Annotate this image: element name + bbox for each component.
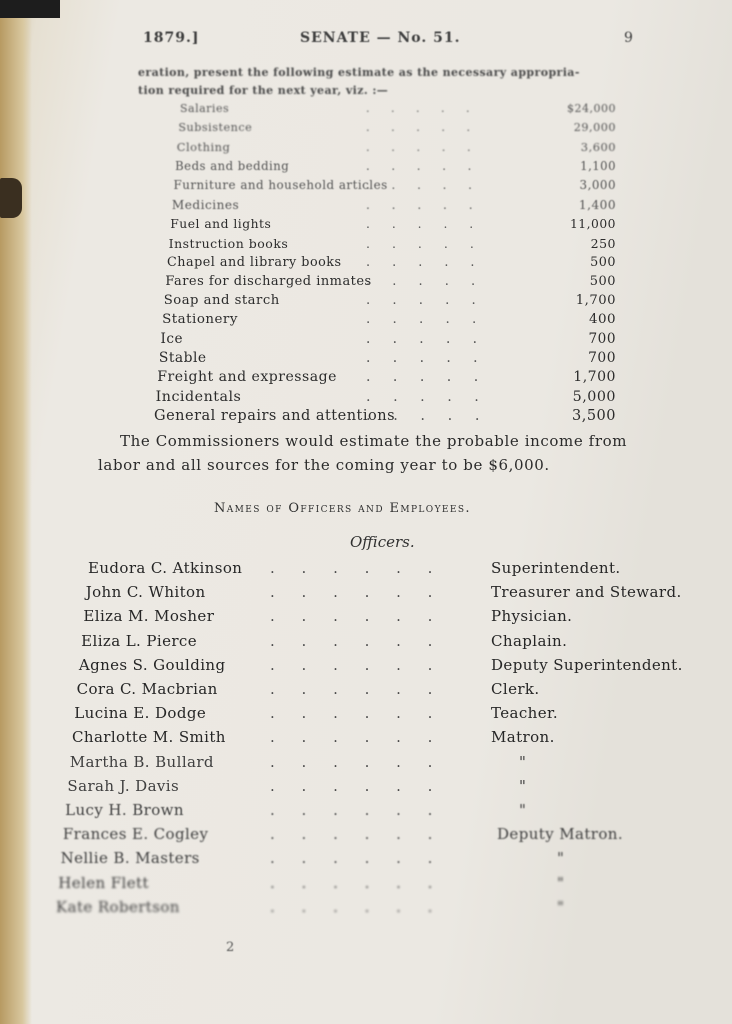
officer-name: John C. Whiton xyxy=(85,583,206,602)
leader-dots: . . . . . xyxy=(366,350,487,367)
header-title: SENATE — No. 51. xyxy=(300,30,461,46)
officer-role: Matron. xyxy=(491,728,555,747)
estimate-amount: 1,100 xyxy=(580,159,616,174)
leader-dots: . . . . . . xyxy=(270,631,444,650)
officer-row xyxy=(0,680,720,700)
estimate-amount: 500 xyxy=(590,254,616,270)
officer-row xyxy=(0,753,720,773)
officer-row xyxy=(0,559,720,579)
section-title: Names of Officers and Employees. xyxy=(214,501,471,516)
estimate-row xyxy=(154,408,616,426)
estimate-row xyxy=(180,102,616,120)
leader-dots: . . . . . xyxy=(366,312,486,328)
estimate-row xyxy=(178,121,616,139)
estimate-row xyxy=(162,312,616,330)
leader-dots: . . . . . xyxy=(366,273,485,289)
officer-row xyxy=(0,728,720,748)
estimate-amount: 11,000 xyxy=(569,216,616,231)
leader-dots: . . . . . . xyxy=(270,752,444,771)
leader-dots: . . . . . xyxy=(366,331,486,348)
officer-name: Kate Robertson xyxy=(56,897,180,916)
intro-line-1: eration, present the following estimate as the necessary appropria- xyxy=(138,66,580,79)
estimate-row xyxy=(169,236,616,254)
estimate-label: Medicines xyxy=(171,197,240,212)
officer-name: Cora C. Macbrian xyxy=(76,680,218,698)
officer-role: Chaplain. xyxy=(491,631,568,650)
officer-name: Eudora C. Atkinson xyxy=(88,559,243,577)
officer-name: Agnes S. Goulding xyxy=(78,655,226,674)
estimate-label: Soap and starch xyxy=(163,293,280,308)
officer-name: Eliza M. Mosher xyxy=(83,607,215,626)
leader-dots: . . . . . . xyxy=(270,849,444,868)
estimate-label: Ice xyxy=(160,331,184,348)
estimate-row xyxy=(170,217,616,235)
officer-name: Helen Flett xyxy=(58,873,149,892)
officer-row xyxy=(0,825,720,845)
estimate-row xyxy=(175,159,616,177)
header-year: 1879.] xyxy=(143,30,200,46)
estimate-label: Stable xyxy=(158,350,207,367)
estimate-label: Salaries xyxy=(180,102,230,115)
leader-dots: . . . . . xyxy=(366,178,481,193)
binding-clip xyxy=(0,178,22,218)
estimate-label: Stationery xyxy=(162,312,238,328)
officer-role: " xyxy=(557,873,565,892)
estimate-amount: 250 xyxy=(590,235,616,251)
book-spine xyxy=(0,0,32,1024)
estimate-row xyxy=(172,198,616,216)
estimate-row xyxy=(174,178,617,196)
estimate-label: Incidentals xyxy=(155,388,242,405)
leader-dots: . . . . . . xyxy=(270,583,444,602)
officer-row xyxy=(0,898,720,918)
estimate-amount: 29,000 xyxy=(573,121,616,135)
estimate-amount: 700 xyxy=(588,331,616,348)
officer-role: Deputy Matron. xyxy=(497,825,623,844)
officer-role: Clerk. xyxy=(491,680,540,698)
leader-dots: . . . . . xyxy=(366,121,480,135)
estimate-amount: 500 xyxy=(589,273,616,289)
officer-role: Treasurer and Steward. xyxy=(491,583,682,602)
leader-dots: . . . . . . xyxy=(270,704,444,723)
subsection-title: Officers. xyxy=(350,533,415,551)
estimate-row xyxy=(177,140,616,158)
leader-dots: . . . . . xyxy=(366,140,480,155)
estimate-label: Subsistence xyxy=(178,121,253,135)
estimate-label: Freight and expressage xyxy=(157,369,337,386)
leader-dots: . . . . . . xyxy=(270,897,444,916)
leader-dots: . . . . . . xyxy=(270,776,444,795)
estimate-amount: 1,400 xyxy=(578,197,616,212)
officer-row xyxy=(0,656,720,676)
officer-row xyxy=(0,777,720,797)
officer-name: Lucina E. Dodge xyxy=(74,704,207,723)
estimate-amount: 700 xyxy=(588,350,616,367)
page-corner-shadow xyxy=(0,0,60,18)
page-number: 9 xyxy=(624,30,634,46)
leader-dots: . . . . . xyxy=(366,102,479,115)
estimate-amount: 3,000 xyxy=(579,178,616,193)
estimate-amount: 5,000 xyxy=(572,388,616,405)
estimate-amount: $24,000 xyxy=(567,102,616,115)
leader-dots: . . . . . . xyxy=(270,728,444,747)
leader-dots: . . . . . xyxy=(366,293,485,308)
officer-role: Superintendent. xyxy=(491,559,621,577)
officer-row xyxy=(0,704,720,724)
estimate-row xyxy=(165,274,616,292)
leader-dots: . . . . . . xyxy=(270,801,444,819)
leader-dots: . . . . . xyxy=(366,388,488,405)
leader-dots: . . . . . xyxy=(366,369,488,386)
leader-dots: . . . . . . xyxy=(270,559,444,577)
leader-dots: . . . . . . xyxy=(270,655,444,674)
officer-role: " xyxy=(557,849,565,868)
estimate-label: Instruction books xyxy=(168,235,289,251)
officer-name: Frances E. Cogley xyxy=(62,825,209,844)
officer-name: Eliza L. Pierce xyxy=(81,631,198,650)
officer-row xyxy=(0,874,720,894)
estimate-amount: 1,700 xyxy=(573,369,616,386)
estimate-row xyxy=(157,369,616,387)
estimate-row xyxy=(159,350,616,368)
estimate-label: Chapel and library books xyxy=(167,254,342,270)
leader-dots: . . . . . xyxy=(366,407,489,424)
officer-name: Martha B. Bullard xyxy=(69,752,214,771)
income-line-1: The Commissioners would estimate the probable income from xyxy=(120,432,628,450)
estimate-label: Fares for discharged inmates xyxy=(165,273,372,289)
estimate-amount: 400 xyxy=(588,312,616,328)
leader-dots: . . . . . . xyxy=(270,607,444,626)
leader-dots: . . . . . xyxy=(366,235,483,251)
leader-dots: . . . . . . xyxy=(270,680,444,698)
officer-role: " xyxy=(519,801,527,819)
officer-row xyxy=(0,607,720,627)
leader-dots: . . . . . xyxy=(366,159,481,174)
estimate-label: Fuel and lights xyxy=(170,216,272,231)
leader-dots: . . . . . . xyxy=(270,825,444,844)
officer-row xyxy=(0,632,720,652)
estimate-label: General repairs and attentions xyxy=(154,407,396,424)
officer-row xyxy=(0,801,720,821)
signature-mark: 2 xyxy=(226,940,235,955)
income-line-2: labor and all sources for the coming year to be $6,000. xyxy=(98,456,550,474)
estimate-amount: 1,700 xyxy=(575,293,616,308)
estimate-label: Clothing xyxy=(176,140,231,155)
estimate-amount: 3,600 xyxy=(580,140,616,155)
estimate-row xyxy=(167,255,616,273)
estimate-row xyxy=(161,331,617,349)
officer-role: Physician. xyxy=(491,607,573,626)
estimate-label: Furniture and household articles xyxy=(173,178,388,193)
estimate-row xyxy=(164,293,616,311)
leader-dots: . . . . . xyxy=(366,254,484,270)
leader-dots: . . . . . xyxy=(366,197,482,212)
officer-name: Charlotte M. Smith xyxy=(72,728,226,747)
estimate-row xyxy=(156,389,616,407)
estimate-label: Beds and bedding xyxy=(175,159,290,174)
officer-role: " xyxy=(519,776,527,795)
officer-name: Nellie B. Masters xyxy=(60,849,200,868)
officer-role: Deputy Superintendent. xyxy=(491,655,683,674)
officer-role: Teacher. xyxy=(491,704,559,723)
officer-role: " xyxy=(519,752,527,771)
officer-row xyxy=(0,583,720,603)
leader-dots: . . . . . xyxy=(366,216,483,231)
leader-dots: . . . . . . xyxy=(270,873,444,892)
officer-row xyxy=(0,849,720,869)
intro-line-2: tion required for the next year, viz. :— xyxy=(138,84,389,97)
estimate-amount: 3,500 xyxy=(571,407,616,424)
officer-name: Sarah J. Davis xyxy=(67,776,180,795)
officer-name: Lucy H. Brown xyxy=(65,801,184,819)
officer-role: " xyxy=(557,897,565,916)
